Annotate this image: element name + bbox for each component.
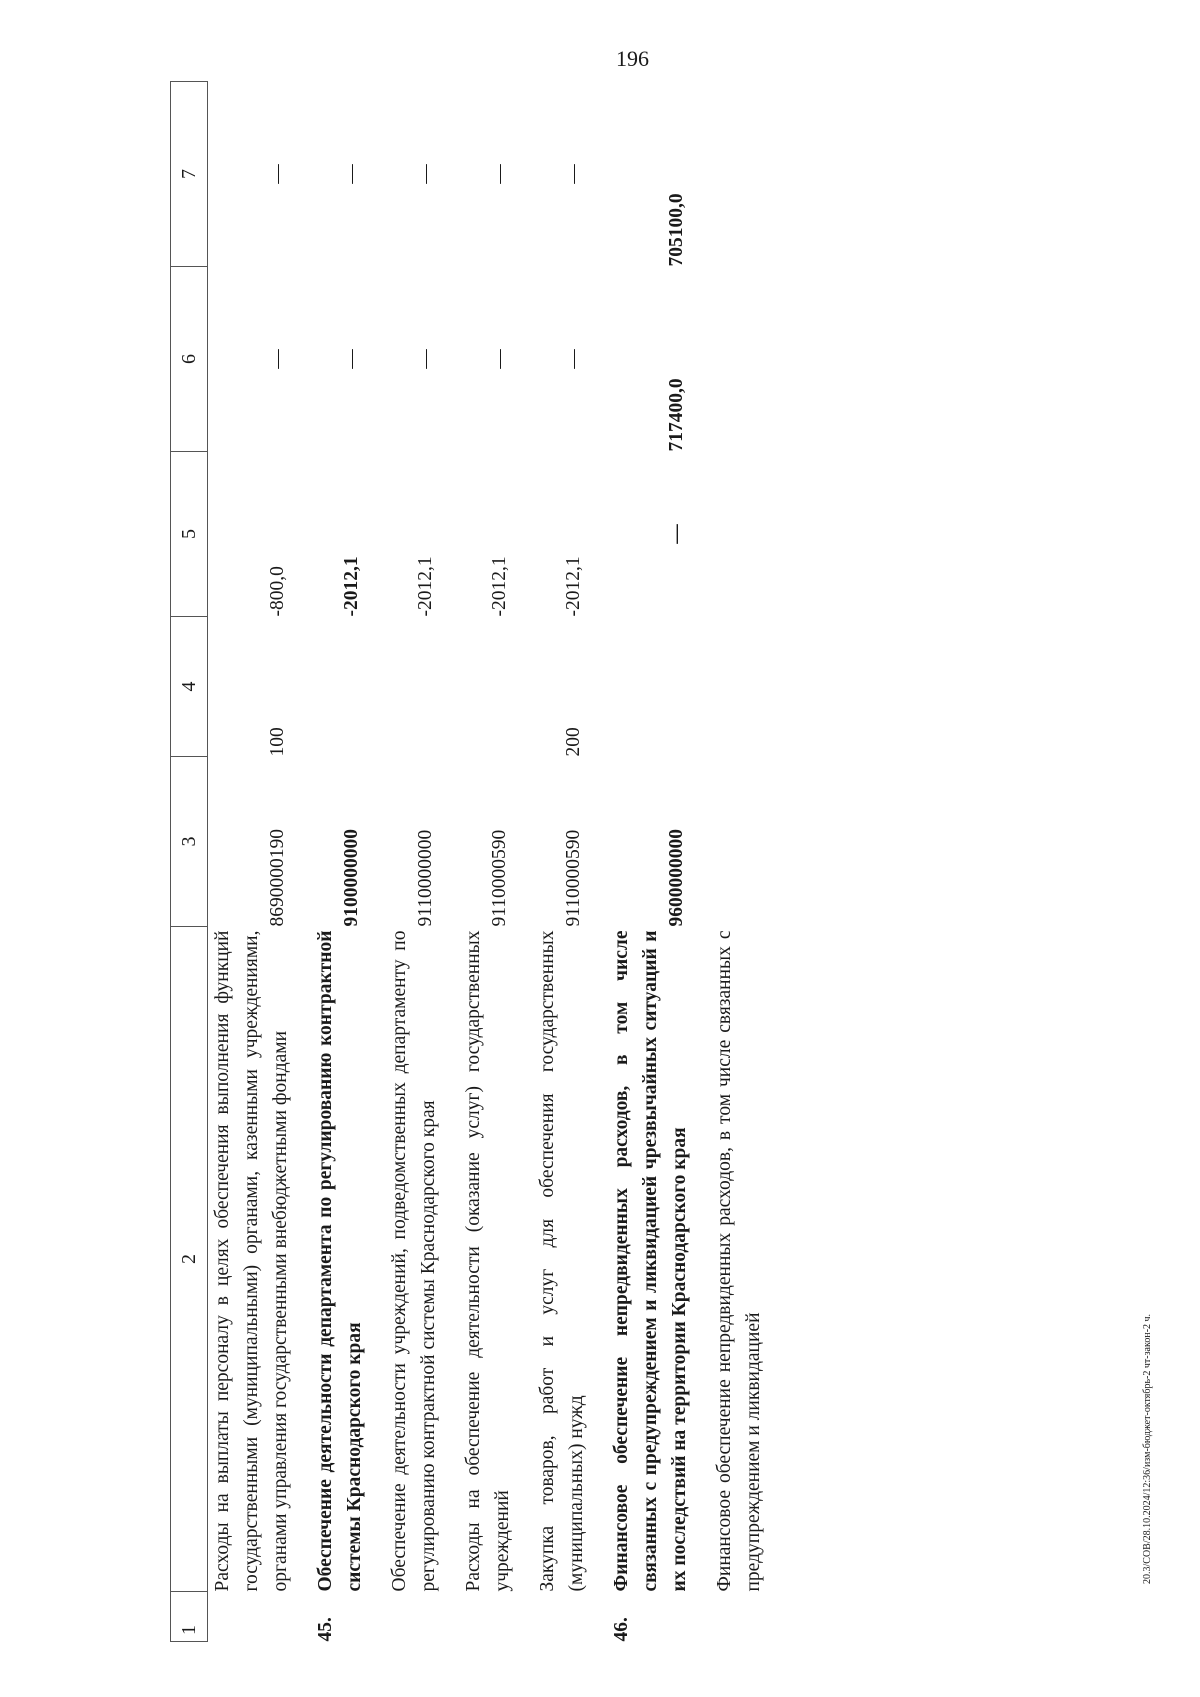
- row-code: 9110000000: [415, 829, 436, 927]
- row-col5: —: [666, 524, 687, 544]
- row-code: 8690000190: [267, 829, 288, 927]
- row-vr: [369, 617, 443, 757]
- table-row: [443, 82, 517, 1642]
- row-description: Расходы на выплаты персоналу в целях обеспечения выполнения функций государственными (муниципальными) органами, казенными учреждениями, органами управления государственными внебюджетными фондами: [212, 930, 291, 1592]
- row-description: Расходы на обеспечение деятельности (оказание услуг) государственных учреждений: [463, 930, 513, 1592]
- row-description: Финансовое обеспечение непредвиденных расходов, в том числе связанных с предупреждением и ликвидацией чрезвычайных ситуаций и их последствий на территории Краснодарского края: [611, 930, 690, 1592]
- table-row: [369, 82, 443, 1642]
- budget-table: [170, 81, 768, 1642]
- row-col6: —: [415, 349, 436, 369]
- table-row: [295, 82, 369, 1642]
- row-number: 46.: [611, 1617, 632, 1642]
- page-number: 196: [616, 46, 649, 71]
- row-col5: -2012,1: [489, 556, 510, 617]
- footer-file-stamp: 20.3/СОВ/28.10.2024/12:36/изм-бюджет-октябрь-2 чт-закон-2 ч.: [1142, 1313, 1153, 1584]
- row-description: Финансовое обеспечение непредвиденных расходов, в том числе связанных с предупреждением и ликвидацией: [714, 930, 764, 1592]
- row-col5: [694, 452, 768, 617]
- row-vr: [694, 617, 768, 757]
- row-col7: [694, 82, 768, 267]
- row-description: Обеспечение деятельности департамента по регулированию контрактной системы Краснодарского края: [315, 930, 365, 1592]
- row-code: 9600000000: [666, 829, 687, 927]
- header-col-1: 1: [171, 1592, 208, 1642]
- row-vr: 100: [267, 727, 288, 757]
- row-col6: —: [489, 349, 510, 369]
- row-col7: —: [563, 164, 584, 184]
- row-col7: —: [489, 164, 510, 184]
- table-row: [517, 82, 591, 1642]
- row-col5: -2012,1: [415, 556, 436, 617]
- row-col6: 717400,0: [666, 378, 687, 452]
- table-row: [591, 82, 694, 1642]
- row-col6: —: [563, 349, 584, 369]
- row-number: [369, 1592, 443, 1642]
- table-row: [208, 82, 296, 1642]
- header-col-3: 3: [171, 757, 208, 927]
- row-vr: [443, 617, 517, 757]
- row-col5: -800,0: [267, 566, 288, 617]
- row-col6: —: [341, 349, 362, 369]
- row-col7: —: [267, 164, 288, 184]
- row-vr: [591, 617, 694, 757]
- row-col7: —: [341, 164, 362, 184]
- row-vr: 200: [563, 727, 584, 757]
- table-header-row: [171, 82, 208, 1642]
- row-code: [694, 757, 768, 927]
- row-col6: [694, 267, 768, 452]
- row-number: [517, 1592, 591, 1642]
- row-vr: [295, 617, 369, 757]
- row-number: 45.: [315, 1617, 336, 1642]
- row-code: 9110000590: [563, 829, 584, 927]
- row-code: 9100000000: [341, 829, 362, 927]
- row-code: 9110000590: [489, 829, 510, 927]
- header-col-6: 6: [171, 267, 208, 452]
- row-col5: -2012,1: [341, 556, 362, 617]
- row-number: [694, 1592, 768, 1642]
- row-col7: 705100,0: [666, 193, 687, 267]
- header-col-4: 4: [171, 617, 208, 757]
- row-col5: -2012,1: [563, 556, 584, 617]
- row-number: [208, 1592, 296, 1642]
- rotated-table-container: [170, 82, 1070, 1642]
- row-description: Закупка товаров, работ и услуг для обеспечения государственных (муниципальных) нужд: [537, 930, 587, 1592]
- row-col6: —: [267, 349, 288, 369]
- row-number: [443, 1592, 517, 1642]
- header-col-2: 2: [171, 927, 208, 1592]
- table-row: [694, 82, 768, 1642]
- row-col7: —: [415, 164, 436, 184]
- header-col-5: 5: [171, 452, 208, 617]
- header-col-7: 7: [171, 82, 208, 267]
- row-description: Обеспечение деятельности учреждений, подведомственных департаменту по регулированию контрактной системы Краснодарского края: [389, 930, 439, 1592]
